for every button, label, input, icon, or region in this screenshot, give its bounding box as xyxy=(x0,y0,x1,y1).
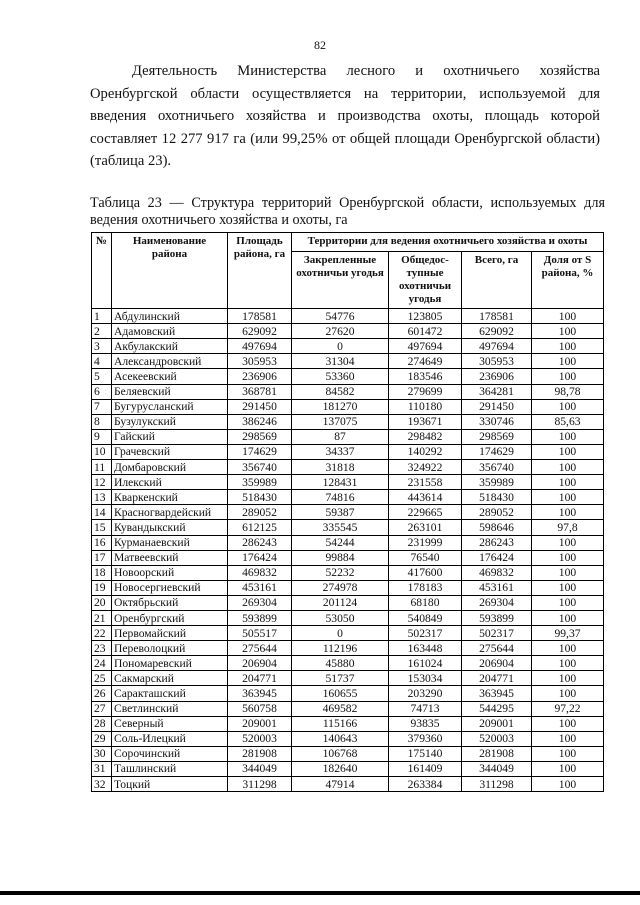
table-cell: 53050 xyxy=(292,610,389,625)
table-cell: 629092 xyxy=(462,324,532,339)
table-cell: 263101 xyxy=(389,520,462,535)
table-cell: 100 xyxy=(532,369,604,384)
table-cell: 100 xyxy=(532,746,604,761)
table-cell: 97,8 xyxy=(532,520,604,535)
table-row xyxy=(92,595,604,610)
table-cell: 10 xyxy=(92,444,112,459)
table-cell: 100 xyxy=(532,354,604,369)
district-name-cell: Асекеевский xyxy=(112,369,228,384)
table-cell: 269304 xyxy=(462,595,532,610)
table-cell: 204771 xyxy=(462,671,532,686)
district-name-cell: Александровский xyxy=(112,354,228,369)
district-name-cell: Кваркенский xyxy=(112,490,228,505)
table-cell: 363945 xyxy=(462,686,532,701)
table-cell: 97,22 xyxy=(532,701,604,716)
district-name-cell: Акбулакский xyxy=(112,339,228,354)
table-cell: 298569 xyxy=(462,429,532,444)
table-cell: 93835 xyxy=(389,716,462,731)
district-name-cell: Бузулукский xyxy=(112,414,228,429)
table-cell: 100 xyxy=(532,777,604,792)
table-cell: 100 xyxy=(532,429,604,444)
table-caption: Таблица 23 — Структура территорий Оренбургской области, используемых для ведения охотничьего хозяйства и охоты, га xyxy=(90,195,605,228)
table-row xyxy=(92,520,604,535)
table-cell: 100 xyxy=(532,339,604,354)
table-row xyxy=(92,369,604,384)
table-cell: 335545 xyxy=(292,520,389,535)
header-num: № xyxy=(92,233,112,309)
table-cell: 22 xyxy=(92,626,112,641)
table-row xyxy=(92,309,604,324)
table-row xyxy=(92,475,604,490)
header-name: Наименование района xyxy=(112,233,228,309)
table-cell: 21 xyxy=(92,610,112,625)
page-bottom-rule xyxy=(0,891,640,895)
table-row xyxy=(92,746,604,761)
table-cell: 87 xyxy=(292,429,389,444)
table-cell: 47914 xyxy=(292,777,389,792)
table-cell: 356740 xyxy=(228,460,292,475)
district-name-cell: Кувандыкский xyxy=(112,520,228,535)
table-cell: 6 xyxy=(92,384,112,399)
table-cell: 386246 xyxy=(228,414,292,429)
table-cell: 29 xyxy=(92,731,112,746)
table-body xyxy=(92,309,604,792)
table-cell: 0 xyxy=(292,626,389,641)
table-cell: 161024 xyxy=(389,656,462,671)
table-cell: 298482 xyxy=(389,429,462,444)
table-cell: 74816 xyxy=(292,490,389,505)
table-cell: 11 xyxy=(92,460,112,475)
table-cell: 84582 xyxy=(292,384,389,399)
table-cell: 193671 xyxy=(389,414,462,429)
table-cell: 0 xyxy=(292,339,389,354)
table-cell: 100 xyxy=(532,610,604,625)
table-row xyxy=(92,716,604,731)
table-cell: 153034 xyxy=(389,671,462,686)
district-name-cell: Илекский xyxy=(112,475,228,490)
district-name-cell: Северный xyxy=(112,716,228,731)
table-cell: 100 xyxy=(532,565,604,580)
table-cell: 544295 xyxy=(462,701,532,716)
table-cell: 98,78 xyxy=(532,384,604,399)
table-cell: 8 xyxy=(92,414,112,429)
table-row xyxy=(92,671,604,686)
table-row xyxy=(92,641,604,656)
table-row xyxy=(92,324,604,339)
table-cell: 51737 xyxy=(292,671,389,686)
table-row xyxy=(92,444,604,459)
table-cell: 28 xyxy=(92,716,112,731)
table-cell: 209001 xyxy=(462,716,532,731)
table-cell: 201124 xyxy=(292,595,389,610)
table-cell: 27620 xyxy=(292,324,389,339)
table-row xyxy=(92,429,604,444)
table-row xyxy=(92,565,604,580)
table-cell: 24 xyxy=(92,656,112,671)
table-cell: 110180 xyxy=(389,399,462,414)
table-cell: 520003 xyxy=(462,731,532,746)
district-name-cell: Октябрьский xyxy=(112,595,228,610)
table-cell: 5 xyxy=(92,369,112,384)
district-name-cell: Первомайский xyxy=(112,626,228,641)
table-cell: 289052 xyxy=(462,505,532,520)
table-cell: 68180 xyxy=(389,595,462,610)
table-cell: 497694 xyxy=(228,339,292,354)
table-row xyxy=(92,414,604,429)
table-cell: 100 xyxy=(532,444,604,459)
table-cell: 518430 xyxy=(462,490,532,505)
table-cell: 59387 xyxy=(292,505,389,520)
table-cell: 53360 xyxy=(292,369,389,384)
table-cell: 344049 xyxy=(462,761,532,776)
district-name-cell: Матвеевский xyxy=(112,550,228,565)
table-cell: 100 xyxy=(532,490,604,505)
district-name-cell: Новоорский xyxy=(112,565,228,580)
district-name-cell: Беляевский xyxy=(112,384,228,399)
table-cell: 497694 xyxy=(462,339,532,354)
table-row xyxy=(92,535,604,550)
header-public: Общедос-тупные охотничьи угодья xyxy=(389,252,462,309)
district-name-cell: Саракташский xyxy=(112,686,228,701)
table-row xyxy=(92,656,604,671)
table-cell: 181270 xyxy=(292,399,389,414)
table-row xyxy=(92,339,604,354)
table-cell: 74713 xyxy=(389,701,462,716)
table-cell: 593899 xyxy=(462,610,532,625)
table-cell: 363945 xyxy=(228,686,292,701)
table-cell: 100 xyxy=(532,475,604,490)
table-cell: 182640 xyxy=(292,761,389,776)
table-cell: 2 xyxy=(92,324,112,339)
table-cell: 231999 xyxy=(389,535,462,550)
table-cell: 601472 xyxy=(389,324,462,339)
table-cell: 176424 xyxy=(228,550,292,565)
table-row xyxy=(92,399,604,414)
table-cell: 100 xyxy=(532,460,604,475)
table-cell: 497694 xyxy=(389,339,462,354)
table-cell: 7 xyxy=(92,399,112,414)
table-cell: 174629 xyxy=(228,444,292,459)
table-cell: 100 xyxy=(532,535,604,550)
district-name-cell: Абдулинский xyxy=(112,309,228,324)
table-cell: 520003 xyxy=(228,731,292,746)
table-cell: 279699 xyxy=(389,384,462,399)
table-row xyxy=(92,731,604,746)
table-cell: 209001 xyxy=(228,716,292,731)
table-cell: 379360 xyxy=(389,731,462,746)
table-cell: 206904 xyxy=(228,656,292,671)
table-cell: 100 xyxy=(532,595,604,610)
district-name-cell: Бугурусланский xyxy=(112,399,228,414)
table-row xyxy=(92,626,604,641)
table-cell: 305953 xyxy=(462,354,532,369)
header-area: Площадь района, га xyxy=(228,233,292,309)
table-cell: 128431 xyxy=(292,475,389,490)
table-cell: 161409 xyxy=(389,761,462,776)
table-row xyxy=(92,384,604,399)
district-name-cell: Соль-Илецкий xyxy=(112,731,228,746)
table-cell: 469832 xyxy=(228,565,292,580)
table-cell: 23 xyxy=(92,641,112,656)
table-cell: 175140 xyxy=(389,746,462,761)
table-cell: 469582 xyxy=(292,701,389,716)
table-cell: 100 xyxy=(532,399,604,414)
table-row xyxy=(92,460,604,475)
table-cell: 160655 xyxy=(292,686,389,701)
table-cell: 31 xyxy=(92,761,112,776)
table-row xyxy=(92,490,604,505)
table-cell: 30 xyxy=(92,746,112,761)
table-cell: 14 xyxy=(92,505,112,520)
table-cell: 20 xyxy=(92,595,112,610)
table-cell: 330746 xyxy=(462,414,532,429)
table-cell: 99884 xyxy=(292,550,389,565)
table-cell: 274978 xyxy=(292,580,389,595)
table-cell: 100 xyxy=(532,686,604,701)
table-cell: 291450 xyxy=(228,399,292,414)
table-cell: 368781 xyxy=(228,384,292,399)
table-cell: 178581 xyxy=(228,309,292,324)
table-cell: 25 xyxy=(92,671,112,686)
table-cell: 163448 xyxy=(389,641,462,656)
table-cell: 115166 xyxy=(292,716,389,731)
table-cell: 9 xyxy=(92,429,112,444)
district-name-cell: Тоцкий xyxy=(112,777,228,792)
territory-table xyxy=(91,232,604,792)
table-cell: 269304 xyxy=(228,595,292,610)
header-total: Всего, га xyxy=(462,252,532,309)
table-cell: 100 xyxy=(532,550,604,565)
table-cell: 45880 xyxy=(292,656,389,671)
table-row xyxy=(92,505,604,520)
table-cell: 32 xyxy=(92,777,112,792)
district-name-cell: Сорочинский xyxy=(112,746,228,761)
table-row xyxy=(92,777,604,792)
page-number: 82 xyxy=(314,38,326,52)
table-cell: 99,37 xyxy=(532,626,604,641)
district-name-cell: Адамовский xyxy=(112,324,228,339)
table-cell: 275644 xyxy=(228,641,292,656)
table-cell: 12 xyxy=(92,475,112,490)
header-share: Доля от S района, % xyxy=(532,252,604,309)
table-cell: 100 xyxy=(532,761,604,776)
table-cell: 291450 xyxy=(462,399,532,414)
table-cell: 13 xyxy=(92,490,112,505)
district-name-cell: Оренбургский xyxy=(112,610,228,625)
table-cell: 344049 xyxy=(228,761,292,776)
district-name-cell: Домбаровский xyxy=(112,460,228,475)
table-cell: 183546 xyxy=(389,369,462,384)
table-cell: 359989 xyxy=(228,475,292,490)
table-cell: 1 xyxy=(92,309,112,324)
district-name-cell: Курманаевский xyxy=(112,535,228,550)
intro-paragraph: Деятельность Министерства лесного и охотничьего хозяйства Оренбургской области осуществляется на территории, используемой для введения охотничьего хозяйства и производства охоты, площадь которой составляет 12 277 917 га (или 99,25% от общей площади Оренбургской области) (таблица 23). xyxy=(90,63,600,169)
district-name-cell: Красногвардейский xyxy=(112,505,228,520)
table-cell: 629092 xyxy=(228,324,292,339)
table-cell: 178581 xyxy=(462,309,532,324)
table-cell: 356740 xyxy=(462,460,532,475)
table-cell: 76540 xyxy=(389,550,462,565)
district-name-cell: Гайский xyxy=(112,429,228,444)
table-cell: 137075 xyxy=(292,414,389,429)
district-name-cell: Ташлинский xyxy=(112,761,228,776)
district-name-cell: Переволоцкий xyxy=(112,641,228,656)
table-cell: 31304 xyxy=(292,354,389,369)
table-cell: 364281 xyxy=(462,384,532,399)
table-cell: 324922 xyxy=(389,460,462,475)
table-cell: 176424 xyxy=(462,550,532,565)
table-row xyxy=(92,610,604,625)
table-row xyxy=(92,761,604,776)
table-cell: 505517 xyxy=(228,626,292,641)
table-row xyxy=(92,580,604,595)
table-cell: 100 xyxy=(532,671,604,686)
table-cell: 4 xyxy=(92,354,112,369)
table-cell: 598646 xyxy=(462,520,532,535)
table-cell: 453161 xyxy=(228,580,292,595)
table-cell: 502317 xyxy=(389,626,462,641)
table-cell: 469832 xyxy=(462,565,532,580)
table-cell: 52232 xyxy=(292,565,389,580)
table-cell: 27 xyxy=(92,701,112,716)
table-row xyxy=(92,550,604,565)
table-cell: 443614 xyxy=(389,490,462,505)
table-cell: 106768 xyxy=(292,746,389,761)
table-cell: 298569 xyxy=(228,429,292,444)
table-cell: 274649 xyxy=(389,354,462,369)
table-cell: 26 xyxy=(92,686,112,701)
district-name-cell: Грачевский xyxy=(112,444,228,459)
table-cell: 204771 xyxy=(228,671,292,686)
table-cell: 236906 xyxy=(228,369,292,384)
table-cell: 54776 xyxy=(292,309,389,324)
table-cell: 311298 xyxy=(228,777,292,792)
table-cell: 281908 xyxy=(462,746,532,761)
table-cell: 15 xyxy=(92,520,112,535)
table-cell: 18 xyxy=(92,565,112,580)
table-cell: 54244 xyxy=(292,535,389,550)
table-cell: 305953 xyxy=(228,354,292,369)
table-cell: 123805 xyxy=(389,309,462,324)
table-cell: 100 xyxy=(532,656,604,671)
table-cell: 31818 xyxy=(292,460,389,475)
table-cell: 140292 xyxy=(389,444,462,459)
table-row xyxy=(92,354,604,369)
table-cell: 16 xyxy=(92,535,112,550)
table-cell: 231558 xyxy=(389,475,462,490)
table-cell: 286243 xyxy=(228,535,292,550)
table-cell: 359989 xyxy=(462,475,532,490)
district-name-cell: Светлинский xyxy=(112,701,228,716)
header-assigned: Закрепленные охотничьи угодья xyxy=(292,252,389,309)
table-cell: 417600 xyxy=(389,565,462,580)
table-cell: 518430 xyxy=(228,490,292,505)
table-cell: 453161 xyxy=(462,580,532,595)
table-cell: 560758 xyxy=(228,701,292,716)
district-name-cell: Сакмарский xyxy=(112,671,228,686)
table-cell: 236906 xyxy=(462,369,532,384)
table-cell: 100 xyxy=(532,731,604,746)
table-cell: 100 xyxy=(532,580,604,595)
district-name-cell: Пономаревский xyxy=(112,656,228,671)
table-cell: 275644 xyxy=(462,641,532,656)
table-cell: 203290 xyxy=(389,686,462,701)
table-cell: 100 xyxy=(532,324,604,339)
table-cell: 178183 xyxy=(389,580,462,595)
table-cell: 502317 xyxy=(462,626,532,641)
table-row xyxy=(92,686,604,701)
table-cell: 311298 xyxy=(462,777,532,792)
table-cell: 100 xyxy=(532,641,604,656)
table-cell: 112196 xyxy=(292,641,389,656)
table-cell: 281908 xyxy=(228,746,292,761)
table-cell: 100 xyxy=(532,505,604,520)
table-cell: 3 xyxy=(92,339,112,354)
header-territories: Территории для ведения охотничьего хозяйства и охоты xyxy=(292,233,604,252)
table-cell: 100 xyxy=(532,716,604,731)
table-cell: 174629 xyxy=(462,444,532,459)
table-cell: 229665 xyxy=(389,505,462,520)
table-cell: 206904 xyxy=(462,656,532,671)
table-cell: 289052 xyxy=(228,505,292,520)
table-cell: 19 xyxy=(92,580,112,595)
table-cell: 263384 xyxy=(389,777,462,792)
table-cell: 17 xyxy=(92,550,112,565)
table-cell: 100 xyxy=(532,309,604,324)
table-cell: 85,63 xyxy=(532,414,604,429)
table-cell: 612125 xyxy=(228,520,292,535)
table-cell: 540849 xyxy=(389,610,462,625)
district-name-cell: Новосергиевский xyxy=(112,580,228,595)
table-cell: 34337 xyxy=(292,444,389,459)
table-cell: 140643 xyxy=(292,731,389,746)
table-cell: 593899 xyxy=(228,610,292,625)
table-cell: 286243 xyxy=(462,535,532,550)
table-row xyxy=(92,701,604,716)
